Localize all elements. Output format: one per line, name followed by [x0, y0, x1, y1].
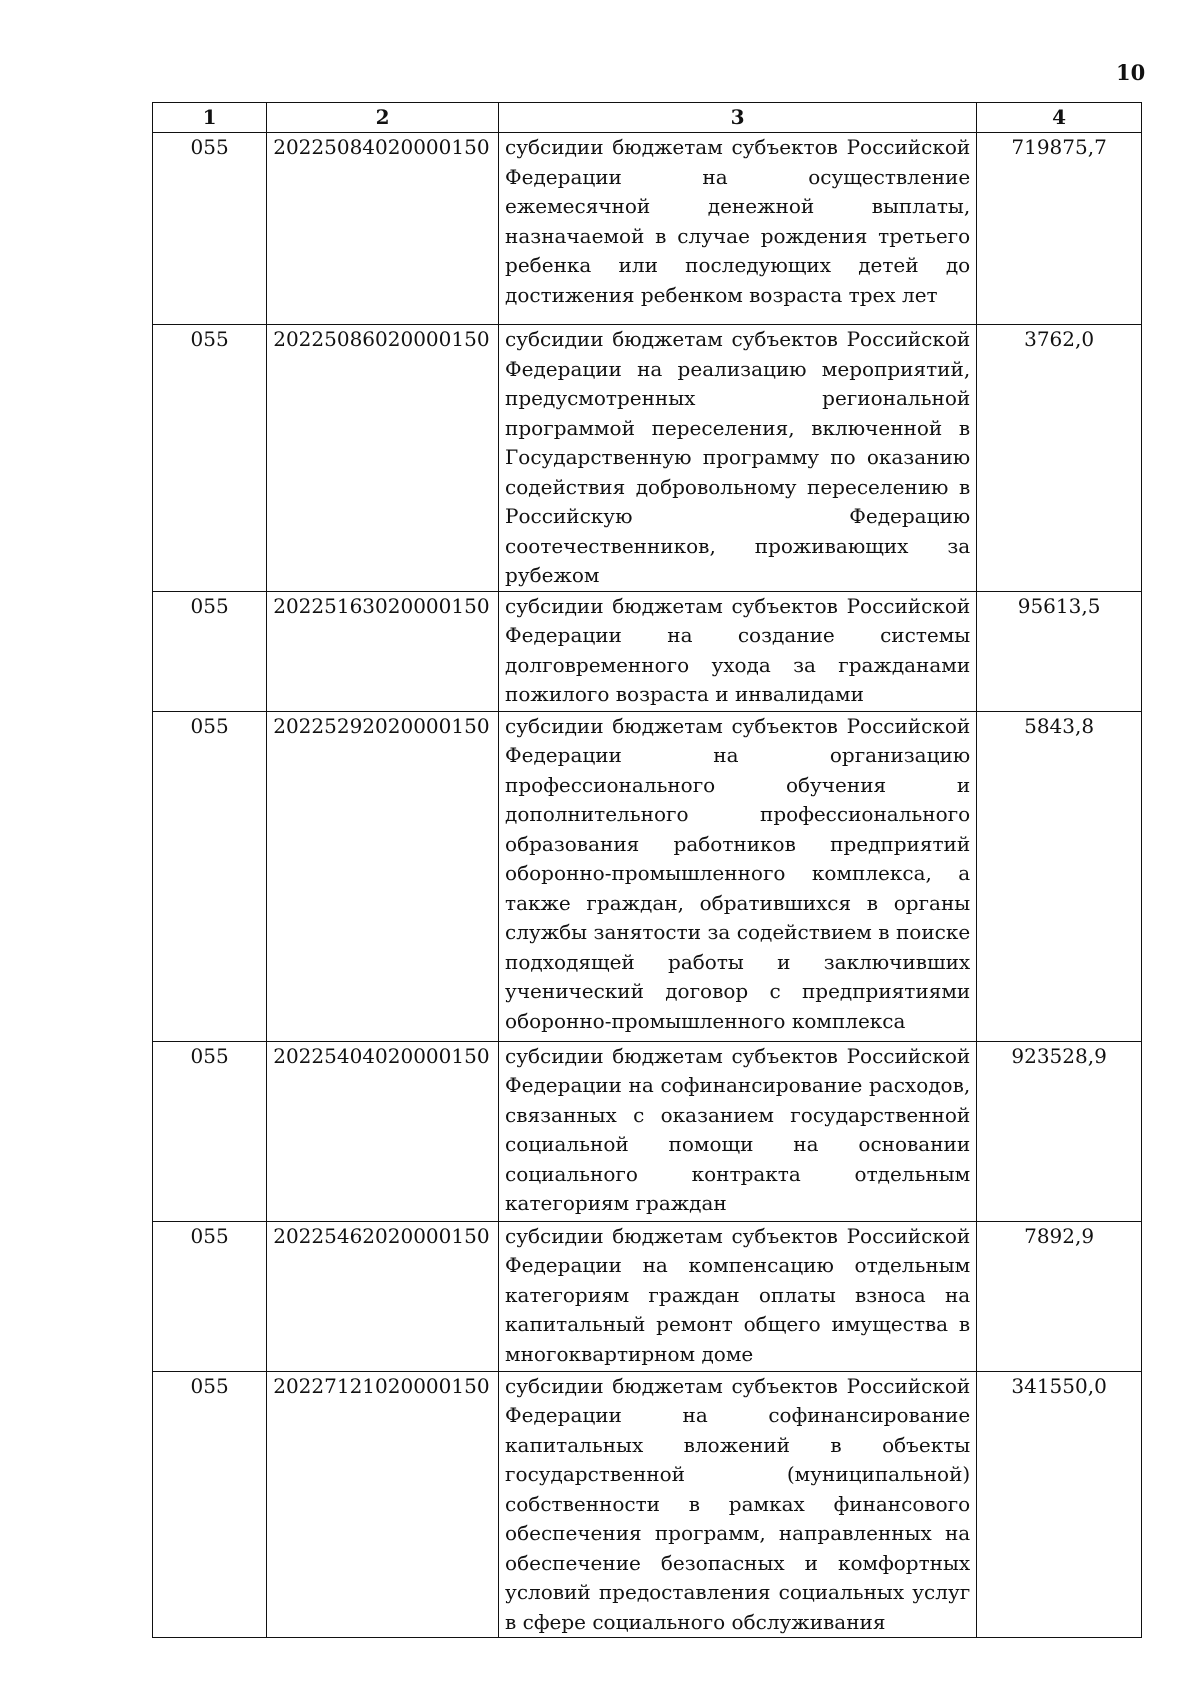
admin-code-cell: 055	[153, 1041, 267, 1221]
table-row	[153, 1371, 1142, 1638]
table-row	[153, 1041, 1142, 1221]
amount-cell: 719875,7	[977, 133, 1142, 325]
description-cell: субсидии бюджетам субъектов Российской Федерации на организацию профессионального обучения и дополнительного профессионального образования работников предприятий оборонно-промышленного комплекса, а также граждан, обратившихся в органы службы занятости за содействием в поиске подходящей работы и заключивших ученический договор с предприятиями оборонно-промышленного комплекса	[499, 711, 977, 1041]
budget-code-cell: 20225292020000150	[267, 711, 499, 1041]
budget-code-cell: 20225084020000150	[267, 133, 499, 325]
admin-code-cell: 055	[153, 325, 267, 592]
page-number: 10	[1116, 60, 1146, 85]
amount-cell: 95613,5	[977, 591, 1142, 711]
admin-code-cell: 055	[153, 591, 267, 711]
description-cell: субсидии бюджетам субъектов Российской Федерации на компенсацию отдельным категориям граждан оплаты взноса на капитальный ремонт общего имущества в многоквартирном доме	[499, 1221, 977, 1371]
admin-code-cell: 055	[153, 1371, 267, 1638]
budget-code-cell: 20225086020000150	[267, 325, 499, 592]
amount-cell: 7892,9	[977, 1221, 1142, 1371]
budget-code-cell: 20225404020000150	[267, 1041, 499, 1221]
table-row	[153, 591, 1142, 711]
table-row	[153, 1221, 1142, 1371]
header-row	[153, 103, 1142, 133]
column-header-4: 4	[977, 103, 1142, 133]
admin-code-cell: 055	[153, 711, 267, 1041]
table-row	[153, 325, 1142, 592]
amount-cell: 341550,0	[977, 1371, 1142, 1638]
amount-cell: 5843,8	[977, 711, 1142, 1041]
admin-code-cell: 055	[153, 1221, 267, 1371]
description-cell: субсидии бюджетам субъектов Российской Федерации на софинансирование капитальных вложений в объекты государственной (муниципальной) собственности в рамках финансового обеспечения программ, направленных на обеспечение безопасных и комфортных условий предоставления социальных услуг в сфере социального обслуживания	[499, 1371, 977, 1638]
admin-code-cell: 055	[153, 133, 267, 325]
column-header-2: 2	[267, 103, 499, 133]
description-cell: субсидии бюджетам субъектов Российской Федерации на осуществление ежемесячной денежной выплаты, назначаемой в случае рождения третьего ребенка или последующих детей до достижения ребенком возраста трех лет	[499, 133, 977, 325]
budget-code-cell: 20225163020000150	[267, 591, 499, 711]
description-cell: субсидии бюджетам субъектов Российской Федерации на софинансирование расходов, связанных с оказанием государственной социальной помощи на основании социального контракта отдельным категориям граждан	[499, 1041, 977, 1221]
column-header-1: 1	[153, 103, 267, 133]
description-cell: субсидии бюджетам субъектов Российской Федерации на создание системы долговременного ухода за гражданами пожилого возраста и инвалидами	[499, 591, 977, 711]
amount-cell: 923528,9	[977, 1041, 1142, 1221]
amount-cell: 3762,0	[977, 325, 1142, 592]
description-cell: субсидии бюджетам субъектов Российской Федерации на реализацию мероприятий, предусмотренных региональной программой переселения, включенной в Государственную программу по оказанию содействия добровольному переселению в Российскую Федерацию соотечественников, проживающих за рубежом	[499, 325, 977, 592]
budget-code-cell: 20227121020000150	[267, 1371, 499, 1638]
table-row	[153, 711, 1142, 1041]
budget-code-cell: 20225462020000150	[267, 1221, 499, 1371]
table-row	[153, 133, 1142, 325]
budget-table	[152, 102, 1142, 1638]
column-header-3: 3	[499, 103, 977, 133]
